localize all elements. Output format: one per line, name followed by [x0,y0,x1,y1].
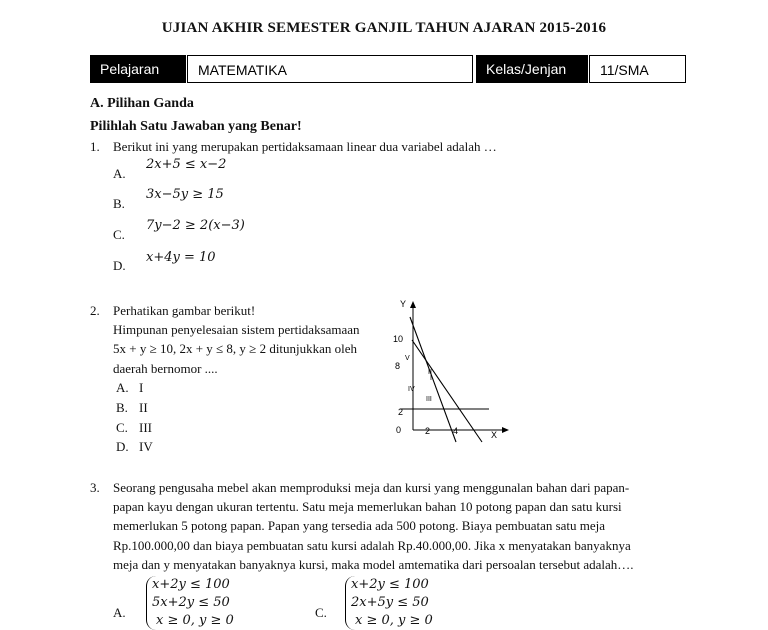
graph-x-axis-label: X [491,430,498,440]
graph-x-tick-4: 4 [453,426,459,436]
q1-option-a-letter: A. [113,166,126,181]
q2-line-1: Perhatikan gambar berikut! [113,303,256,318]
q1-option-b-letter: B. [113,196,125,211]
graph-y-tick-2: 2 [398,407,404,417]
q2-line-4: daerah bernomor .... [113,361,218,376]
q1-option-d-expr: x+4y = 10 [146,250,216,265]
q3-number: 3. [90,480,100,495]
line-5x-plus-y [410,317,459,442]
exam-title: UJIAN AKHIR SEMESTER GANJIL TAHUN AJARAN 2015-2016 [161,20,607,36]
section-title: A. Pilihan Ganda [90,96,194,111]
graph-origin-label: 0 [396,425,402,435]
q3-option-a-line-2: 5x+2y ≤ 50 [152,595,230,610]
q3-option-c-line-3: x ≥ 0, y ≥ 0 [355,613,433,628]
graph-region-i: I [430,375,432,382]
q3-option-a-letter: A. [113,605,126,620]
graph-region-ii: II [428,369,432,376]
q2-graph [388,292,518,450]
q3-line-5: meja dan y menyatakan banyaknya kursi, maka model amtematika dari persoalan tersebut adalah…. [113,557,634,572]
q3-option-c-line-2: 2x+5y ≤ 50 [351,595,429,610]
q1-number: 1. [90,139,100,154]
q2-number: 2. [90,303,100,318]
q2-option-c-value: III [139,420,152,435]
q3-option-a-system [146,576,234,630]
graph-y-axis-label: Y [400,299,407,309]
q2-line-2: Himpunan penyelesaian sistem pertidaksamaan [113,322,360,337]
graph-x-tick-2: 2 [425,426,431,436]
q3-line-3: memerlukan 5 potong papan. Papan yang tersedia ada 500 potong. Biaya pembuatan satu meja [113,518,606,533]
q2-line-3: 5x + y ≥ 10, 2x + y ≤ 8, y ≥ 2 ditunjukkan oleh [113,341,358,356]
q1-text: Berikut ini yang merupakan pertidaksamaan linear dua variabel adalah … [113,139,497,154]
q3-option-c-letter: C. [315,605,327,620]
x-axis-arrow-icon [502,427,509,433]
q2-option-c-letter: C. [116,420,128,435]
q3-line-2: papan kayu dengan ukuran tertentu. Satu meja memerlukan bahan 10 potong papan dan satu kursi [113,499,622,514]
q2-option-b-letter: B. [116,400,128,415]
y-axis-arrow-icon [410,301,416,308]
q1-option-d-letter: D. [113,258,126,273]
q1-option-c-letter: C. [113,227,125,242]
q3-option-a-line-1: x+2y ≤ 100 [152,577,230,592]
q1-option-c-expr: 7y−2 ≥ 2(x−3) [146,218,245,233]
q1-option-a-expr: 2x+5 ≤ x−2 [146,157,227,172]
q2-option-d-value: IV [139,439,153,454]
q3-line-1: Seorang pengusaha mebel akan memproduksi meja dan kursi yang menggunalan bahan dari papan- [113,480,630,495]
q2-option-a-value: I [139,380,144,395]
subject-value: MATEMATIKA [187,55,473,83]
graph-y-tick-10: 10 [393,334,404,344]
q3-option-c-line-1: x+2y ≤ 100 [351,577,429,592]
graph-region-iv: IV [408,386,415,393]
q3-option-c-system [345,576,433,630]
header-bar [90,55,686,85]
q2-option-a-letter: A. [116,380,129,395]
subject-label: Pelajaran [90,55,186,83]
q2-option-b-value: II [139,400,148,415]
graph-y-tick-8: 8 [395,361,401,371]
graph-region-iii: III [426,396,432,403]
class-label: Kelas/Jenjan [476,55,588,83]
class-value: 11/SMA [589,55,686,83]
graph-region-v: V [405,355,410,362]
q3-line-4: Rp.100.000,00 dan biaya pembuatan satu kursi adalah Rp.40.000,00. Jika x menyatakan banyaknya [113,538,631,553]
q2-option-d-letter: D. [116,439,129,454]
section-instruction: Pilihlah Satu Jawaban yang Benar! [90,119,302,134]
q3-option-a-line-3: x ≥ 0, y ≥ 0 [156,613,234,628]
line-2x-plus-y [412,340,482,442]
q1-option-b-expr: 3x−5y ≥ 15 [146,187,224,202]
